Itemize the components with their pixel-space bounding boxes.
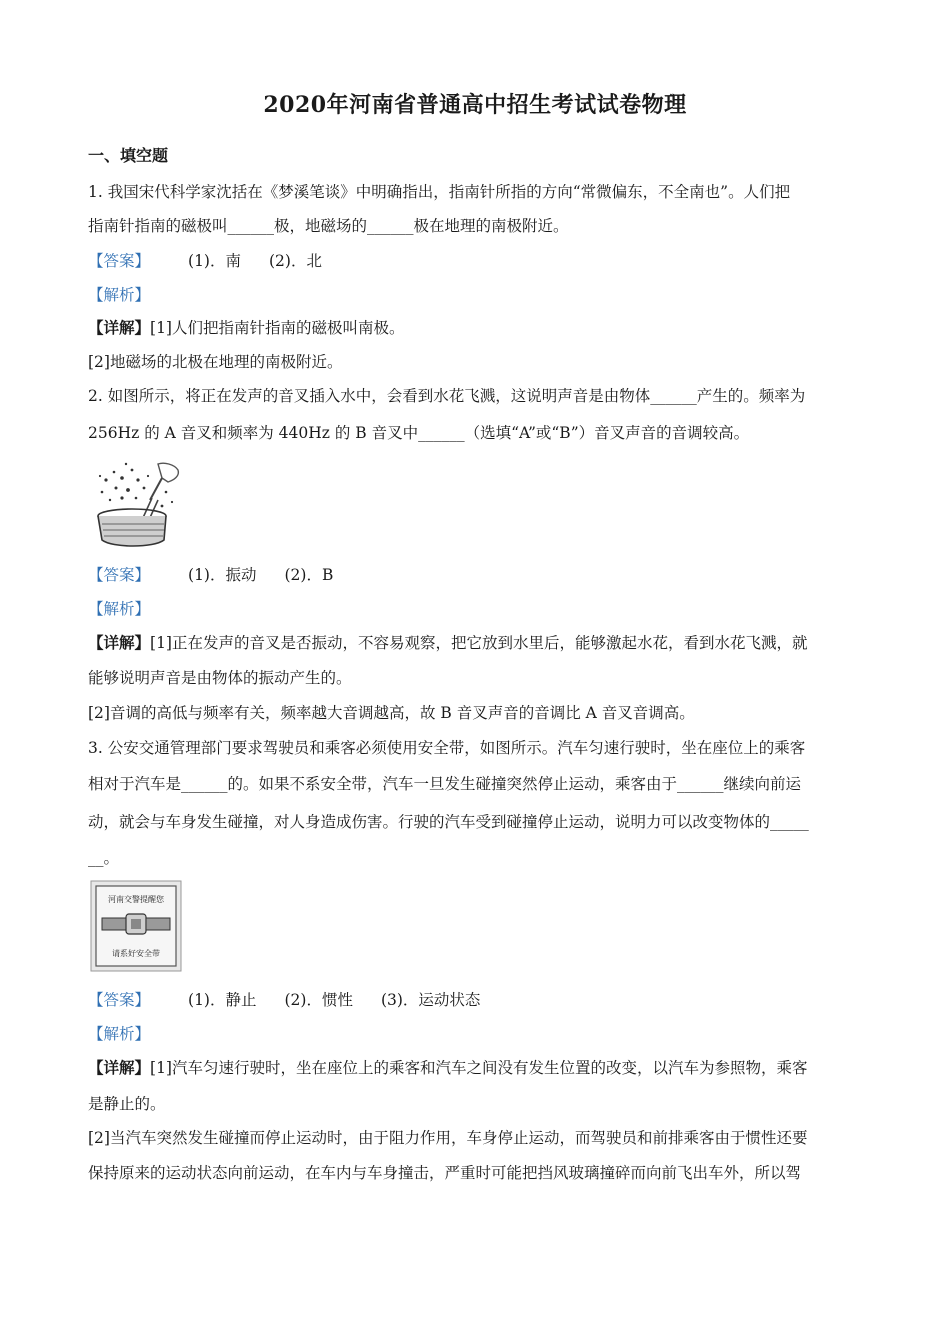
section-heading: 一、填空题 (88, 146, 169, 165)
q3-text-line-3: 动，就会与车身发生碰撞，对人身造成伤害。行驶的汽车受到碰撞停止运动，说明力可以改变物体的_____ (88, 813, 809, 831)
q3-detail-line-4: 保持原来的运动状态向前运动，在车内与车身撞击，严重时可能把挡风玻璃撞碎而向前飞出车外，所以驾 (88, 1164, 802, 1182)
q3-detail-line-2: 是静止的。 (88, 1095, 166, 1113)
q1-detail-line-1 (88, 318, 404, 338)
answer-tag: 【答案】 (88, 566, 151, 584)
q3-analysis-tag: 【解析】 (88, 1025, 151, 1043)
sign-top-text: 河南交警提醒您 (108, 895, 164, 904)
detail-tag: 【详解】 (88, 318, 151, 337)
q2-answer-line (88, 565, 333, 585)
q1-answer-2: (2)．北 (268, 252, 322, 270)
q2-detail-line-3: [2]音调的高低与频率有关，频率越大音调越高，故 B 音叉声音的音调比 A 音叉音调高。 (88, 704, 695, 722)
q2-answer-2: (2)．B (284, 566, 334, 584)
tuning-fork-in-water-figure (92, 458, 184, 550)
seatbelt-sign-figure (90, 880, 182, 972)
q2-analysis-tag: 【解析】 (88, 600, 151, 618)
page-title: 2020年河南省普通高中招生考试试卷物理 (263, 92, 687, 118)
q1-text-line-2: 指南针指南的磁极叫______极，地磁场的______极在地理的南极附近。 (88, 217, 569, 235)
q2-detail-line-2: 能够说明声音是由物体的振动产生的。 (88, 669, 352, 687)
q1-analysis-tag: 【解析】 (88, 286, 151, 304)
q3-text-line-4: __。 (88, 849, 120, 867)
q3-text-line-2: 相对于汽车是______的。如果不系安全带，汽车一旦发生碰撞突然停止运动，乘客由于______继续向前运 (88, 775, 802, 793)
q3-answer-3: (3)．运动状态 (380, 991, 481, 1009)
answer-tag: 【答案】 (88, 252, 151, 270)
q2-detail-line-1 (88, 633, 807, 653)
q1-detail-line-2: [2]地磁场的北极在地理的南极附近。 (88, 353, 343, 371)
q1-answer-line (88, 251, 322, 271)
q3-detail-1: [1]汽车匀速行驶时，坐在座位上的乘客和汽车之间没有发生位置的改变，以汽车为参照物，乘客 (150, 1059, 808, 1077)
detail-tag: 【详解】 (88, 633, 151, 652)
q2-text-line-2: 256Hz 的 A 音叉和频率为 440Hz 的 B 音叉中______（选填“A”或“B”）音叉声音的音调较高。 (88, 424, 750, 442)
q2-detail-1: [1]正在发声的音叉是否振动，不容易观察，把它放到水里后，能够激起水花，看到水花飞溅，就 (150, 634, 808, 652)
q1-detail-1: [1]人们把指南针指南的磁极叫南极。 (150, 319, 405, 337)
q1-answer-1: (1)．南 (188, 252, 241, 270)
q3-detail-line-3: [2]当汽车突然发生碰撞而停止运动时，由于阻力作用，车身停止运动，而驾驶员和前排乘客由于惯性还要 (88, 1129, 808, 1147)
q3-answer-2: (2)．惯性 (284, 991, 353, 1009)
q3-text-line-1: 3. 公安交通管理部门要求驾驶员和乘客必须使用安全带，如图所示。汽车匀速行驶时，坐在座位上的乘客 (88, 739, 806, 757)
answer-tag: 【答案】 (88, 991, 151, 1009)
q3-answer-line (88, 990, 480, 1010)
q1-text-line-1: 1. 我国宋代科学家沈括在《梦溪笔谈》中明确指出，指南针所指的方向“常微偏东，不全南也”。人们把 (88, 183, 791, 201)
detail-tag: 【详解】 (88, 1058, 151, 1077)
q2-answer-1: (1)．振动 (188, 566, 257, 584)
q3-detail-line-1 (88, 1058, 807, 1078)
q2-text-line-1: 2. 如图所示，将正在发声的音叉插入水中，会看到水花飞溅，这说明声音是由物体______产生的。频率为 (88, 387, 806, 405)
q3-answer-1: (1)．静止 (188, 991, 257, 1009)
sign-bottom-text: 请系好安全带 (112, 949, 160, 958)
